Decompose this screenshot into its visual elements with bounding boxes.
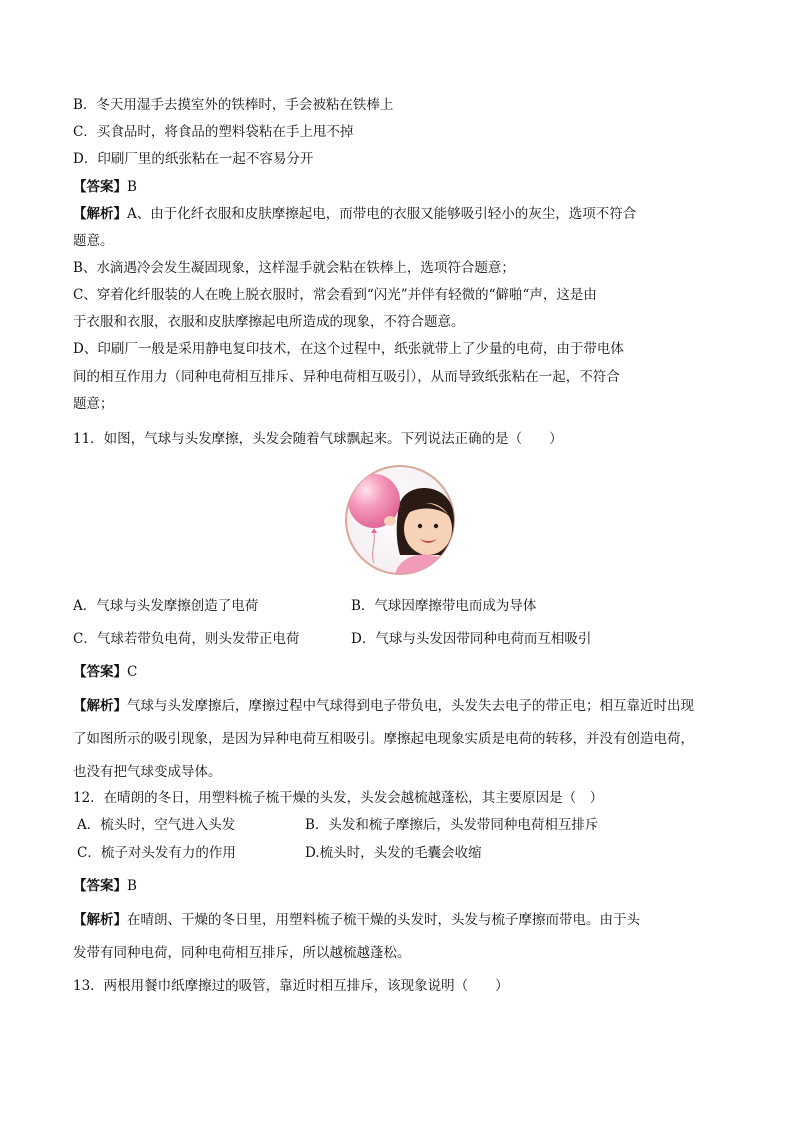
q12-option-b: B．头发和梳子摩擦后，头发带同种电荷相互排斥 [305,817,599,833]
q10-analysis-line: C、穿着化纤服装的人在晚上脱衣服时，常会看到“闪光”并伴有轻微的“僻啪“声，这是由 [73,287,597,303]
q10-option-c: C．买食品时，将食品的塑料袋粘在手上甩不掉 [73,124,354,140]
q10-analysis-line: D、印刷厂一般是采用静电复印技术，在这个过程中，纸张就带上了少量的电荷，由于带电体 [73,341,624,357]
analysis-tag: 【解析】 [73,912,127,928]
q11-option-a: A．气球与头发摩擦创造了电荷 [73,598,259,614]
q12-option-c: C．梳子对头发有力的作用 [77,845,236,861]
q12-option-a: A．梳头时，空气进入头发 [77,817,236,833]
q10-option-d: D．印刷厂里的纸张粘在一起不容易分开 [73,151,314,167]
q12-option-d: D.梳头时，头发的毛囊会收缩 [305,845,482,861]
q13-stem: 13．两根用餐巾纸摩擦过的吸管，靠近时相互排斥，该现象说明（ ） [73,978,509,994]
q10-analysis-line: 题意； [73,396,114,412]
q10-analysis-line: B、水滴遇冷会发生凝固现象，这样湿手就会粘在铁棒上，选项符合题意； [73,260,515,276]
q10-option-b: B．冬天用湿手去摸室外的铁棒时，手会被粘在铁棒上 [73,97,394,113]
q12-answer [73,876,137,896]
answer-tag: 【答案】 [73,664,127,680]
q11-option-d: D．气球与头发因带同种电荷而互相吸引 [351,631,592,647]
q11-analysis-line: 也没有把气球变成导体。 [73,764,222,780]
answer-value: B [127,878,137,894]
balloon-girl-illustration [340,463,460,578]
q11-stem: 11．如图，气球与头发摩擦，头发会随着气球飘起来。下列说法正确的是（ ） [73,431,563,447]
q11-analysis-line [73,696,694,716]
q11-analysis-line: 了如图所示的吸引现象，是因为异种电荷互相吸引。摩擦起电现象实质是电荷的转移，并没有创造电荷， [73,731,694,747]
q12-stem: 12．在晴朗的冬日，用塑料梳子梳干燥的头发，头发会越梳越蓬松，其主要原因是（ ） [73,790,604,806]
analysis-text: 气球与头发摩擦后，摩擦过程中气球得到电子带负电，头发失去电子的带正电；相互靠近时出现 [127,698,694,714]
q11-option-c: C．气球若带负电荷，则头发带正电荷 [73,631,300,647]
q11-answer [73,662,137,682]
analysis-tag: 【解析】 [73,698,127,714]
q10-analysis-line: 于衣服和衣服，衣服和皮肤摩擦起电所造成的现象，不符合题意。 [73,314,465,330]
q10-analysis-line: 题意。 [73,233,114,249]
q10-analysis-line [73,204,636,224]
answer-tag: 【答案】 [73,179,127,195]
q11-option-b: B．气球因摩擦带电而成为导体 [351,598,537,614]
q10-analysis-line: 间的相互作用力（同种电荷相互排斥、异种电荷相互吸引），从而导致纸张粘在一起，不符合 [73,369,620,385]
analysis-tag: 【解析】 [73,206,127,222]
answer-value: C [127,664,138,680]
answer-tag: 【答案】 [73,878,127,894]
analysis-text: 在晴朗、干燥的冬日里，用塑料梳子梳干燥的头发时，头发与梳子摩擦而带电。由于头 [127,912,640,928]
q10-answer [73,177,137,197]
balloon-hair-figure [340,463,460,578]
q12-analysis-line: 发带有同种电荷，同种电荷相互排斥，所以越梳越蓬松。 [73,945,411,961]
q12-analysis-line [73,910,640,930]
answer-value: B [127,179,137,195]
analysis-text: A、由于化纤衣服和皮肤摩擦起电，而带电的衣服又能够吸引轻小的灰尘，选项不符合 [127,206,637,222]
